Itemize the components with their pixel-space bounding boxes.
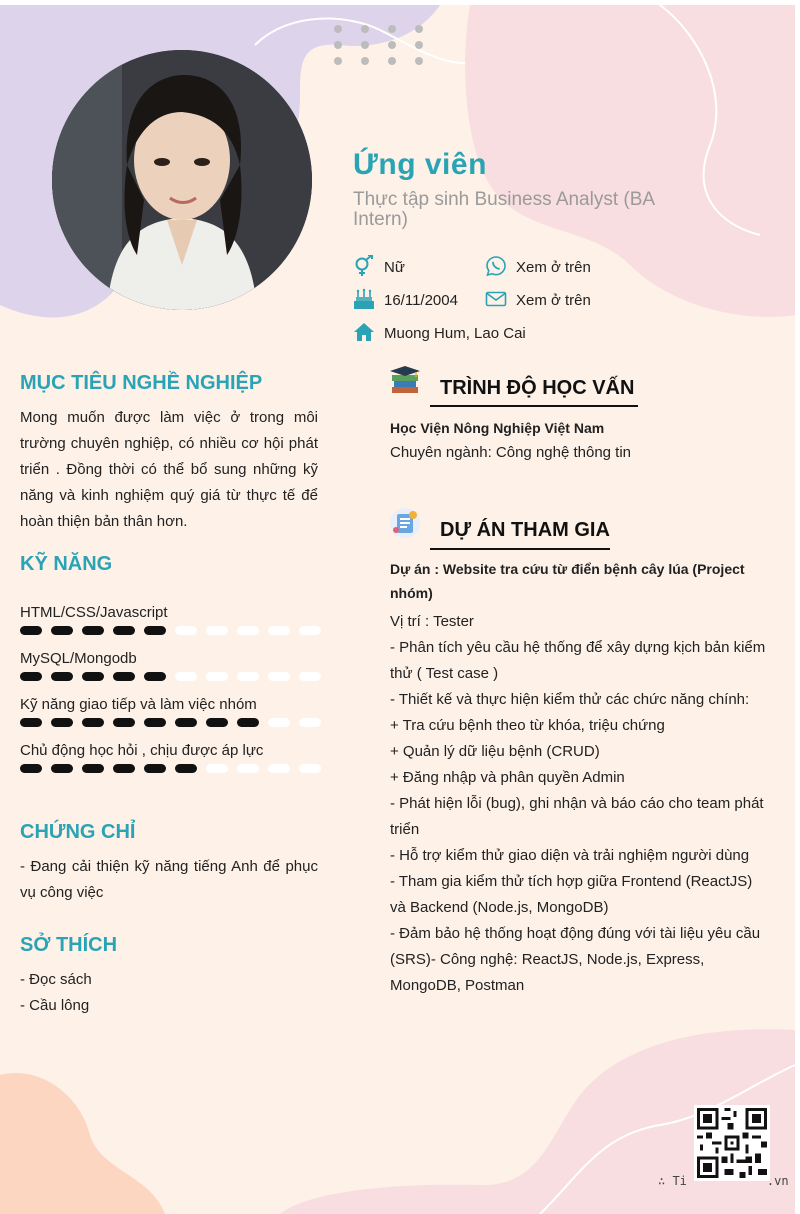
skill-dot-filled (51, 626, 73, 635)
watermark-text: ∴ Ti (658, 1174, 687, 1188)
heading-underline (430, 548, 610, 550)
project-detail-line: - Tham gia kiểm thử tích hợp giữa Frontend (ReactJS) và Backend (Node.js, MongoDB) (390, 873, 753, 916)
pink-blob-top-right (460, 5, 795, 325)
skill-dot-filled (144, 764, 166, 773)
hobby-item: - Đọc sách (20, 971, 92, 988)
skill-dot-filled (113, 764, 135, 773)
skill-dot-empty (206, 672, 228, 681)
skill-dot-empty (299, 718, 321, 727)
skill-dot-filled (82, 718, 104, 727)
skill-dot-empty (268, 764, 290, 773)
skill-dot-filled (82, 672, 104, 681)
skill-dot-filled (20, 672, 42, 681)
books-graduation-cap-icon (389, 365, 421, 397)
address-value: Muong Hum, Lao Cai (384, 325, 526, 342)
education-major: Chuyên ngành: Công nghệ thông tin (390, 444, 632, 461)
education-heading: TRÌNH ĐỘ HỌC VẤN (440, 377, 635, 399)
skill-dot-empty (268, 718, 290, 727)
certificates-text: - Đang cải thiện kỹ năng tiếng Anh để phục vụ công việc (20, 858, 318, 901)
skill-dot-empty (206, 764, 228, 773)
skill-dot-empty (299, 764, 321, 773)
skill-dot-filled (51, 718, 73, 727)
skill-name: HTML/CSS/Javascript (20, 604, 168, 621)
email-value: Xem ở trên (516, 292, 591, 309)
hobby-item: - Cầu lông (20, 997, 90, 1014)
project-detail-line: - Hỗ trợ kiểm thử giao diện và trải nghiệm người dùng (390, 847, 750, 864)
projects-heading: DỰ ÁN THAM GIA (440, 519, 610, 541)
skill-dot-empty (268, 626, 290, 635)
skill-dot-empty (299, 672, 321, 681)
skill-dot-empty (237, 626, 259, 635)
skill-dot-filled (144, 718, 166, 727)
skill-rating (20, 718, 320, 728)
skill-dot-filled (113, 672, 135, 681)
skill-rating (20, 764, 320, 774)
project-detail-line: - Phân tích yêu cầu hệ thống để xây dựng kịch bản kiểm thử ( Test case ) (390, 639, 766, 682)
skill-dot-filled (113, 626, 135, 635)
project-detail-line: + Quản lý dữ liệu bệnh (CRUD) (390, 743, 600, 760)
skill-dot-empty (237, 672, 259, 681)
skill-dot-filled (237, 718, 259, 727)
skill-dot-empty (175, 672, 197, 681)
project-detail-line: Vị trí : Tester (390, 613, 474, 630)
skill-dot-filled (20, 718, 42, 727)
skill-dot-filled (82, 626, 104, 635)
skill-dot-empty (299, 626, 321, 635)
phone-value: Xem ở trên (516, 259, 591, 276)
watermark-domain: .vn (766, 1174, 789, 1188)
education-school: Học Viện Nông Nghiệp Việt Nam (390, 420, 605, 436)
skill-dot-filled (82, 764, 104, 773)
dots-decoration (330, 23, 430, 68)
skills-heading: KỸ NĂNG (20, 553, 113, 575)
peach-blob-bottom-left (0, 1065, 170, 1214)
project-detail-line: + Tra cứu bệnh theo từ khóa, triệu chứng (390, 717, 665, 734)
footer-watermark (658, 1174, 789, 1188)
skill-dot-filled (206, 718, 228, 727)
skill-dot-filled (51, 672, 73, 681)
skill-dot-empty (268, 672, 290, 681)
objective-text: Mong muốn được làm việc ở trong môi trường chuyên nghiệp, có nhiều cơ hội phát triển . Đồng thời có thể bổ sung những kỹ năng và kinh nghiệm quý giá từ thực tế để hoàn thiện bản thân hơn. (20, 409, 318, 530)
birthday-cake-icon (353, 288, 375, 310)
project-detail-line: + Đăng nhập và phân quyền Admin (390, 769, 625, 786)
envelope-icon (485, 288, 507, 310)
gender-value: Nữ (384, 259, 405, 276)
candidate-position: Thực tập sinh Business Analyst (BA Intern) (353, 189, 655, 230)
skill-rating (20, 626, 320, 636)
skill-dot-filled (175, 764, 197, 773)
skill-dot-filled (20, 764, 42, 773)
avatar-photo (52, 50, 312, 310)
skill-rating (20, 672, 320, 682)
skill-dot-empty (175, 626, 197, 635)
project-details (390, 609, 768, 999)
skill-dot-filled (113, 718, 135, 727)
project-detail-line: - Thiết kế và thực hiện kiểm thử các chức năng chính: (390, 691, 750, 708)
avatar-image (52, 50, 312, 310)
heading-underline (430, 405, 638, 407)
hobbies-heading: SỞ THÍCH (20, 934, 118, 956)
candidate-name: Ứng viên (353, 148, 487, 181)
project-detail-line: - Đảm bảo hệ thống hoạt động đúng với tài liệu yêu cầu (SRS)- Công nghệ: ReactJS, Node.js, Express, MongoDB, Postman (390, 925, 761, 994)
certificates-heading: CHỨNG CHỈ (20, 821, 136, 843)
project-emblem-icon (389, 507, 421, 539)
cv-page (0, 5, 795, 1214)
skill-name: Chủ động học hỏi , chịu được áp lực (20, 742, 264, 759)
gender-icon (353, 255, 375, 277)
skill-name: MySQL/Mongodb (20, 650, 137, 667)
skill-dot-filled (175, 718, 197, 727)
skill-dot-empty (206, 626, 228, 635)
skill-dot-filled (144, 672, 166, 681)
skill-dot-filled (51, 764, 73, 773)
objective-heading: MỤC TIÊU NGHỀ NGHIỆP (20, 372, 263, 394)
whatsapp-icon (485, 255, 507, 277)
project-name: Dự án : Website tra cứu từ điển bệnh cây lúa (Project nhóm) (390, 561, 745, 601)
skill-dot-filled (20, 626, 42, 635)
home-icon (353, 321, 375, 343)
qr-code-icon[interactable] (694, 1105, 770, 1181)
skill-dot-filled (144, 626, 166, 635)
skill-dot-empty (237, 764, 259, 773)
project-detail-line: - Phát hiện lỗi (bug), ghi nhận và báo cáo cho team phát triển (390, 795, 764, 838)
birthday-value: 16/11/2004 (384, 292, 458, 309)
skill-name: Kỹ năng giao tiếp và làm việc nhóm (20, 696, 257, 713)
